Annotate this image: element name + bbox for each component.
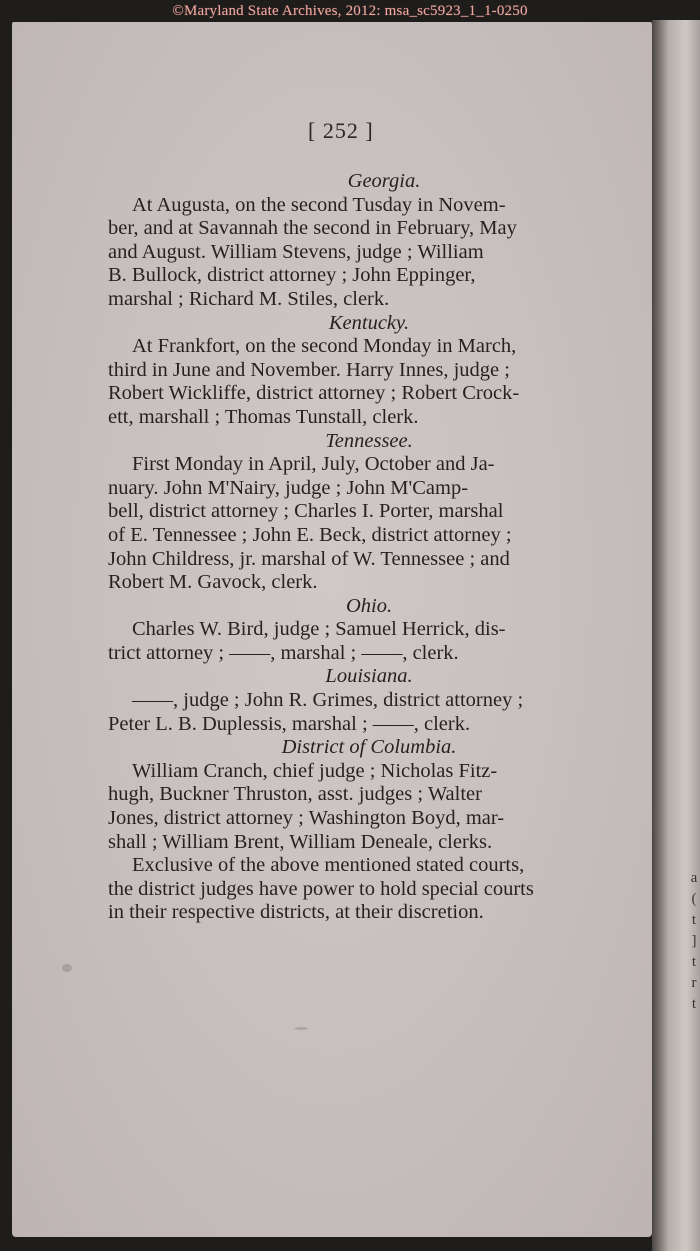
text-line: Exclusive of the above mentioned stated courts,	[132, 854, 525, 877]
facing-page-letters	[688, 868, 700, 1015]
section-district-of-columbia	[108, 736, 630, 854]
section-heading: Ohio.	[345, 594, 393, 617]
page-text	[108, 170, 630, 925]
closing-paragraph	[108, 854, 630, 925]
section-heading: District of Columbia.	[281, 736, 457, 759]
section-heading: Kentucky.	[328, 311, 410, 334]
edge-letter: a	[690, 870, 698, 886]
text-line: John Childress, jr. marshal of W. Tennessee ; and	[108, 547, 510, 570]
text-line: hugh, Buckner Thruston, asst. judges ; Walter	[108, 783, 482, 806]
page-number: [ 252 ]	[308, 118, 374, 143]
text-line: in their respective districts, at their discretion.	[108, 901, 484, 924]
text-line: third in June and November. Harry Innes, judge ;	[108, 358, 510, 381]
text-line: ett, marshall ; Thomas Tunstall, clerk.	[108, 405, 419, 428]
section-louisiana	[108, 665, 630, 736]
section-kentucky	[108, 312, 630, 430]
text-line: bell, district attorney ; Charles I. Porter, marshal	[108, 500, 504, 523]
text-line: B. Bullock, district attorney ; John Eppinger,	[108, 264, 476, 287]
section-ohio	[108, 595, 630, 666]
text-line: ber, and at Savannah the second in February, May	[108, 217, 517, 240]
edge-letter: t	[691, 954, 697, 970]
section-tennessee	[108, 430, 630, 595]
text-line: Charles W. Bird, judge ; Samuel Herrick, dis-	[132, 618, 506, 641]
text-line: At Augusta, on the second Tusday in Novem-	[132, 193, 506, 216]
text-line: the district judges have power to hold special courts	[108, 877, 534, 900]
archive-watermark: ©Maryland State Archives, 2012: msa_sc5923_1_1-0250	[172, 3, 528, 19]
text-line: First Monday in April, July, October and Ja-	[132, 453, 495, 476]
text-line: At Frankfort, on the second Monday in March,	[132, 335, 517, 358]
text-line: and August. William Stevens, judge ; William	[108, 240, 484, 263]
text-line: marshal ; Richard M. Stiles, clerk.	[108, 287, 390, 310]
text-line: Peter L. B. Duplessis, marshal ; ——, clerk.	[108, 712, 471, 735]
edge-letter: (	[691, 891, 697, 907]
section-georgia	[108, 170, 630, 312]
text-line: ——, judge ; John R. Grimes, district attorney ;	[132, 689, 524, 712]
page-stain	[62, 964, 72, 972]
text-line: William Cranch, chief judge ; Nicholas Fitz-	[132, 759, 498, 782]
text-line: Robert Wickliffe, district attorney ; Robert Crock-	[108, 382, 520, 405]
section-heading: Georgia.	[347, 170, 421, 192]
section-heading: Louisiana.	[325, 665, 413, 688]
text-line: Robert M. Gavock, clerk.	[108, 571, 318, 594]
facing-page-edge	[652, 20, 700, 1251]
section-heading: Tennessee.	[325, 429, 413, 452]
edge-letter: t	[691, 996, 697, 1012]
page-stain	[294, 1027, 308, 1030]
edge-letter: t	[691, 912, 697, 928]
text-line: trict attorney ; ——, marshal ; ——, clerk.	[108, 641, 459, 664]
edge-letter: r	[691, 975, 697, 991]
text-line: of E. Tennessee ; John E. Beck, district attorney ;	[108, 523, 512, 546]
text-line: Jones, district attorney ; Washington Boyd, mar-	[108, 807, 505, 830]
text-line: nuary. John M'Nairy, judge ; John M'Camp-	[108, 476, 469, 499]
edge-letter: ]	[691, 933, 697, 949]
text-line: shall ; William Brent, William Deneale, clerks.	[108, 830, 493, 853]
